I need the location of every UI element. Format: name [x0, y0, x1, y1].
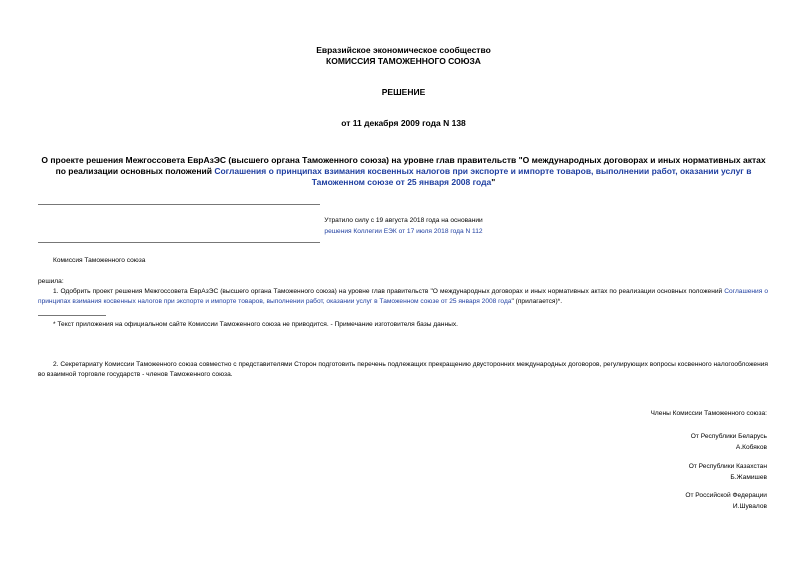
divider [38, 242, 320, 243]
document-date: от 11 декабря 2009 года N 138 [341, 118, 466, 128]
document-type: РЕШЕНИЕ [381, 87, 426, 97]
signature-name: А.Кобяков [735, 444, 767, 451]
title-closing-quote: " [491, 177, 496, 187]
resolved-label: решила: [38, 278, 64, 285]
decision-item-1 [38, 287, 768, 306]
organization-name: Евразийское экономическое сообщество [316, 45, 491, 55]
title-text: О проекте решения Межгоссовета ЕврАзЭС (высшего органа Таможенного союза) на уровне глав правительств "О международных договорах и иных нормативных актах по реализации основных положений [41, 155, 766, 176]
footnote-divider [38, 315, 106, 316]
commission-name: КОМИССИЯ ТАМОЖЕННОГО СОЮЗА [326, 56, 481, 66]
divider [38, 204, 320, 205]
item-1-suffix: " (прилагается)*. [511, 297, 563, 305]
signature-name: Б.Жамишев [730, 474, 767, 481]
item-1-agreement-link[interactable]: Соглашения о принципах взимания косвенных налогов при экспорте и импорте товаров, выполнении работ, оказании услуг в Таможенном союзе от 25 января 2008 года [38, 288, 768, 305]
commission-label: Комиссия Таможенного союза [53, 257, 146, 264]
repeal-decision-link[interactable]: решения Коллегии ЕЭК от 17 июля 2018 года N 112 [324, 228, 483, 235]
signature-country: От Республики Казахстан [688, 463, 767, 470]
footnote: * Текст приложения на официальном сайте Комиссии Таможенного союза не приводится. - Примечание изготовителя базы данных. [53, 321, 458, 328]
agreement-link[interactable]: Соглашения о принципах взимания косвенных налогов при экспорте и импорте товаров, выполнении работ, оказании услуг в Таможенном союзе от 25 января 2008 года [214, 166, 752, 187]
signature-country: От Российской Федерации [685, 492, 767, 499]
signatures-heading: Члены Комиссии Таможенного союза: [650, 410, 767, 417]
decision-item-2: 2. Секретариату Комиссии Таможенного союза совместно с представителями Сторон подготовить перечень подлежащих прекращению двусторонних международных договоров, регулирующих вопросы косвенного налогообложения во взаимной торговле государств - членов Таможенного союза. [38, 361, 768, 378]
signature-name: И.Шувалов [732, 503, 767, 510]
item-1-text: 1. Одобрить проект решения Межгоссовета ЕврАзЭС (высшего органа Таможенного союза) на уровне глав правительств "О международных договорах и иных нормативных актах по реализации основных положений [53, 288, 725, 295]
document-title [36, 155, 771, 188]
status-note: Утратило силу с 19 августа 2018 года на основании [324, 217, 483, 224]
signature-country: От Республики Беларусь [690, 433, 767, 440]
